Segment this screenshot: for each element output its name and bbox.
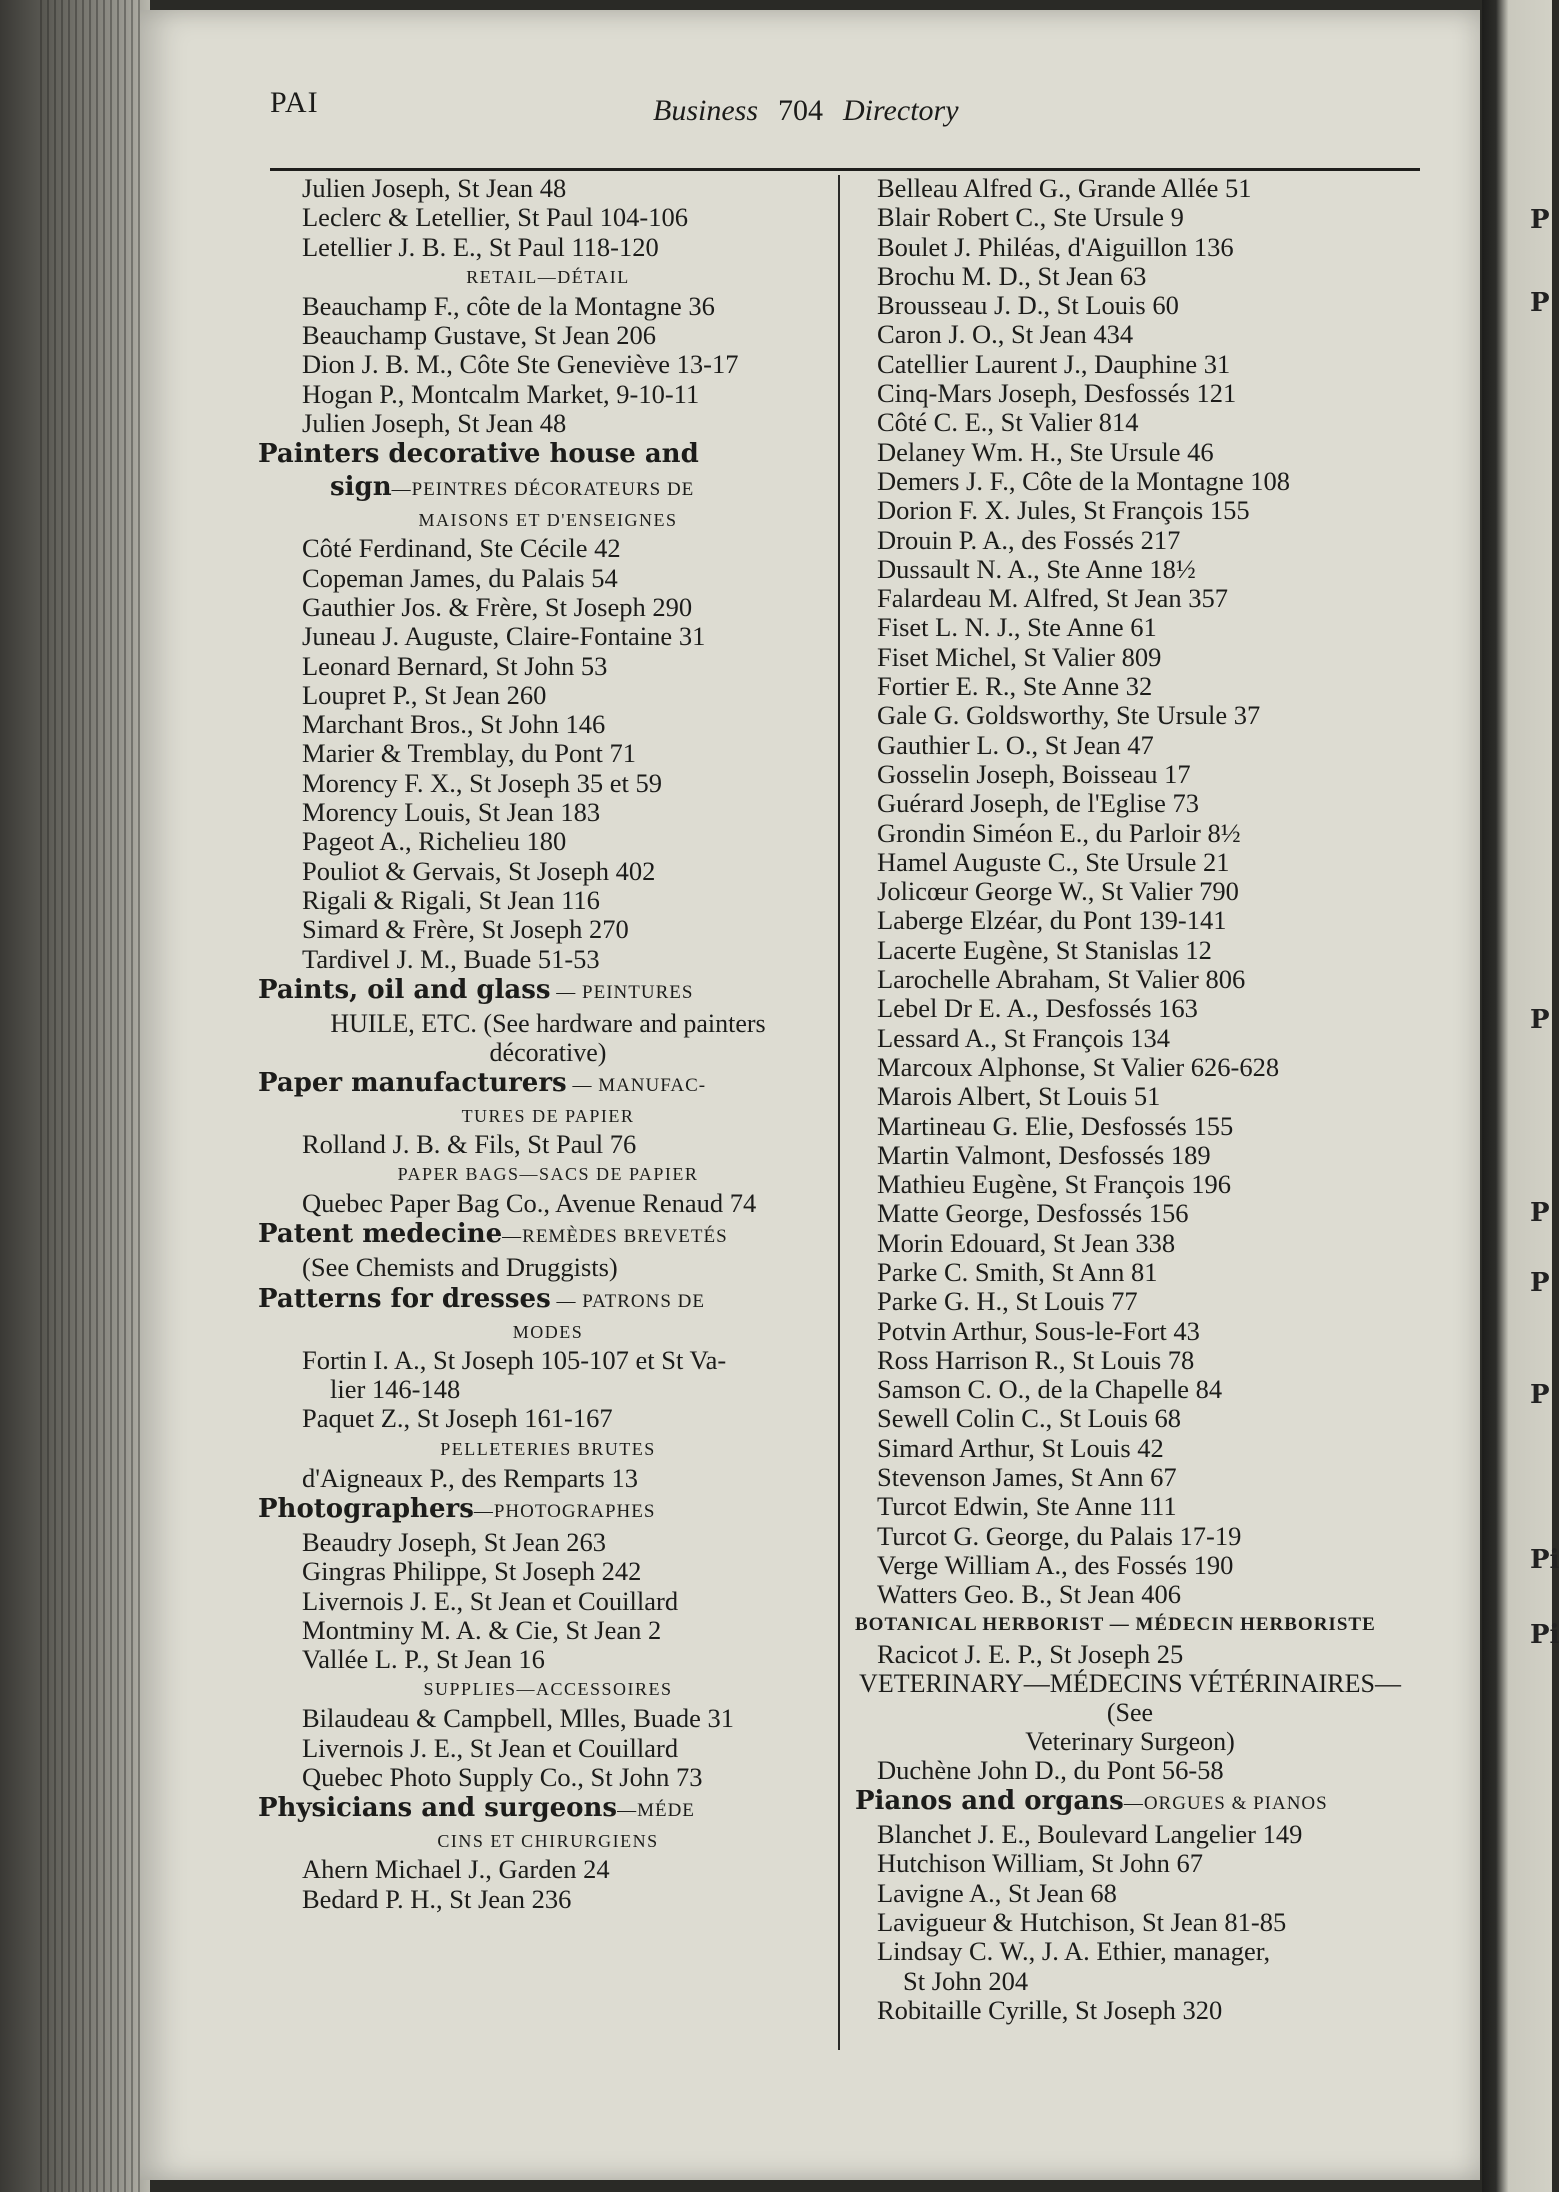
section-code: PAI xyxy=(270,86,319,119)
subsection-heading: SUPPLIES—ACCESSOIRES xyxy=(423,1679,673,1700)
directory-entry: Fortier E. R., Ste Anne 32 xyxy=(877,671,1153,702)
directory-entry: Potvin Arthur, Sous-le-Fort 43 xyxy=(877,1315,1200,1346)
category-heading-en: Painters decorative house and xyxy=(258,439,699,470)
directory-entry: Hogan P., Montcalm Market, 9-10-11 xyxy=(302,378,700,409)
directory-entry: Fiset L. N. J., Ste Anne 61 xyxy=(877,612,1157,643)
directory-entry: Marier & Tremblay, du Pont 71 xyxy=(302,738,636,769)
directory-entry: Letellier J. B. E., St Paul 118-120 xyxy=(302,231,659,262)
cross-reference-note: HUILE, ETC. (See hardware and painters xyxy=(330,1008,766,1038)
category-heading xyxy=(855,1785,1405,1820)
category-heading-fr: —ORGUES & PIANOS xyxy=(1123,1793,1328,1815)
facing-page-letter: P xyxy=(1530,1380,1550,1410)
page-edges xyxy=(40,0,140,2192)
category-heading-fr: —PEINTRES DÉCORATEURS DE xyxy=(391,479,695,501)
header-rule xyxy=(270,168,1420,171)
directory-entry: Cinq-Mars Joseph, Desfossés 121 xyxy=(877,378,1237,409)
directory-entry: Blair Robert C., Ste Ursule 9 xyxy=(877,202,1184,233)
category-heading-fr: — MANUFAC- xyxy=(566,1074,707,1096)
facing-page-letter: Pi xyxy=(1530,1620,1559,1650)
subsection-heading: BOTANICAL HERBORIST — MÉDECIN HERBORISTE xyxy=(855,1613,1376,1635)
page-header xyxy=(270,86,1420,136)
directory-entry: Caron J. O., St Jean 434 xyxy=(877,319,1134,350)
directory-entry: Rigali & Rigali, St Jean 116 xyxy=(302,884,600,915)
directory-entry: Parke G. H., St Louis 77 xyxy=(877,1286,1138,1317)
directory-entry: Dorion F. X. Jules, St François 155 xyxy=(877,495,1250,526)
directory-entry: Ahern Michael J., Garden 24 xyxy=(302,1854,610,1885)
category-heading-en: Photographers xyxy=(258,1493,474,1524)
directory-entry: Grondin Siméon E., du Parloir 8½ xyxy=(877,817,1241,848)
directory-entry: Martineau G. Elie, Desfossés 155 xyxy=(877,1110,1234,1141)
directory-entry: Turcot Edwin, Ste Anne 111 xyxy=(877,1491,1177,1522)
directory-entry: Simard & Frère, St Joseph 270 xyxy=(302,914,629,945)
category-heading xyxy=(258,974,838,1009)
running-title xyxy=(653,94,959,128)
directory-entry: Morency F. X., St Joseph 35 et 59 xyxy=(302,767,663,798)
facing-page-letter: Pi xyxy=(1530,1545,1559,1575)
directory-entry: Racicot J. E. P., St Joseph 25 xyxy=(877,1638,1184,1669)
directory-entry: Quebec Photo Supply Co., St John 73 xyxy=(302,1761,703,1792)
directory-entry: Robitaille Cyrille, St Joseph 320 xyxy=(877,1994,1223,2025)
directory-entry: Côté C. E., St Valier 814 xyxy=(877,407,1139,438)
right-column xyxy=(855,174,1405,2025)
entry-continuation: lier 146-148 xyxy=(330,1374,461,1405)
directory-entry: Marcoux Alphonse, St Valier 626-628 xyxy=(877,1051,1280,1082)
directory-entry: Delaney Wm. H., Ste Ursule 46 xyxy=(877,436,1214,467)
category-heading-fr: —REMÈDES BREVETÉS xyxy=(502,1226,728,1248)
category-heading xyxy=(258,438,838,471)
directory-entry: Beauchamp Gustave, St Jean 206 xyxy=(302,320,656,351)
directory-entry: Sewell Colin C., St Louis 68 xyxy=(877,1403,1182,1434)
directory-entry: Demers J. F., Côte de la Montagne 108 xyxy=(877,465,1290,496)
directory-entry: Verge William A., des Fossés 190 xyxy=(877,1549,1234,1580)
category-heading-fr: —MÉDE xyxy=(617,1800,695,1822)
entry-continuation: St John 204 xyxy=(903,1965,1029,1996)
directory-entry: Montminy M. A. & Cie, St Jean 2 xyxy=(302,1614,662,1645)
directory-entry: Gauthier L. O., St Jean 47 xyxy=(877,729,1154,760)
left-column xyxy=(258,174,838,1914)
directory-entry: Matte George, Desfossés 156 xyxy=(877,1198,1189,1229)
directory-entry: Morency Louis, St Jean 183 xyxy=(302,797,601,828)
directory-entry: Belleau Alfred G., Grande Allée 51 xyxy=(877,173,1252,203)
directory-entry: Fortin I. A., St Joseph 105-107 et St Va- xyxy=(302,1344,727,1375)
directory-entry: Guérard Joseph, de l'Eglise 73 xyxy=(877,788,1199,819)
category-heading-en: Paints, oil and glass xyxy=(258,974,551,1005)
category-heading-en: Patterns for dresses xyxy=(258,1283,551,1314)
directory-entry: Morin Edouard, St Jean 338 xyxy=(877,1227,1176,1258)
directory-entry: Samson C. O., de la Chapelle 84 xyxy=(877,1374,1223,1405)
directory-entry: Parke C. Smith, St Ann 81 xyxy=(877,1256,1158,1287)
category-heading-en: Patent medecine xyxy=(258,1219,503,1250)
cross-reference-note: VETERINARY—MÉDECINS VÉTÉRINAIRES—(See xyxy=(859,1668,1401,1727)
facing-page-letter: P xyxy=(1530,1268,1550,1298)
directory-entry: Martin Valmont, Desfossés 189 xyxy=(877,1139,1211,1170)
directory-entry: Vallée L. P., St Jean 16 xyxy=(302,1644,545,1675)
directory-entry: Gosselin Joseph, Boisseau 17 xyxy=(877,758,1191,789)
category-heading-en: Physicians and surgeons xyxy=(258,1793,618,1824)
book-spine xyxy=(0,0,150,2192)
cross-reference-note: décorative) xyxy=(489,1037,607,1067)
category-heading-continuation: MODES xyxy=(512,1321,584,1342)
directory-entry: Dion J. B. M., Côte Ste Geneviève 13-17 xyxy=(302,349,739,380)
directory-entry: Stevenson James, St Ann 67 xyxy=(877,1462,1177,1493)
category-heading-fr: — PATRONS DE xyxy=(550,1290,706,1312)
category-heading-continuation: CINS ET CHIRURGIENS xyxy=(437,1831,659,1852)
subsection-heading: PELLETERIES BRUTES xyxy=(440,1438,656,1459)
facing-page-letter: P xyxy=(1530,1005,1550,1035)
facing-page-letter: P xyxy=(1530,288,1550,318)
directory-entry: Leclerc & Letellier, St Paul 104-106 xyxy=(302,202,689,233)
directory-entry: Hutchison William, St John 67 xyxy=(877,1848,1204,1879)
category-heading xyxy=(258,1493,838,1528)
directory-entry: Marchant Bros., St John 146 xyxy=(302,709,606,740)
directory-entry: Bilaudeau & Campbell, Mlles, Buade 31 xyxy=(302,1703,735,1734)
directory-entry: Brochu M. D., St Jean 63 xyxy=(877,260,1147,291)
category-heading xyxy=(258,1218,838,1253)
directory-entry: Julien Joseph, St Jean 48 xyxy=(302,173,567,203)
directory-entry: Larochelle Abraham, St Valier 806 xyxy=(877,964,1246,995)
directory-entry: Catellier Laurent J., Dauphine 31 xyxy=(877,348,1231,379)
directory-entry: Côté Ferdinand, Ste Cécile 42 xyxy=(302,533,621,564)
directory-entry: Bedard P. H., St Jean 236 xyxy=(302,1883,572,1914)
directory-entry: Rolland J. B. & Fils, St Paul 76 xyxy=(302,1128,637,1159)
column-divider xyxy=(838,175,840,2050)
directory-entry: Gauthier Jos. & Frère, St Joseph 290 xyxy=(302,591,693,622)
directory-entry: (See Chemists and Druggists) xyxy=(302,1252,618,1283)
subsection-heading: PAPER BAGS—SACS DE PAPIER xyxy=(397,1164,699,1185)
facing-page-letter: P xyxy=(1530,205,1550,235)
directory-entry: Livernois J. E., St Jean et Couillard xyxy=(302,1732,679,1763)
running-title-right: Directory xyxy=(843,94,959,127)
directory-entry: Lavigueur & Hutchison, St Jean 81-85 xyxy=(877,1907,1287,1938)
directory-entry: Beaudry Joseph, St Jean 263 xyxy=(302,1526,606,1557)
directory-entry: Lavigne A., St Jean 68 xyxy=(877,1877,1117,1908)
directory-entry: Lebel Dr E. A., Desfossés 163 xyxy=(877,993,1198,1024)
running-title-left: Business xyxy=(653,94,758,127)
directory-entry: Gingras Philippe, St Joseph 242 xyxy=(302,1556,642,1587)
category-heading xyxy=(258,1283,838,1318)
directory-entry: Ross Harrison R., St Louis 78 xyxy=(877,1344,1195,1375)
facing-page-edge xyxy=(1482,0,1552,2192)
directory-entry: Jolicœur George W., St Valier 790 xyxy=(877,876,1239,907)
directory-entry: Paquet Z., St Joseph 161-167 xyxy=(302,1403,613,1434)
directory-entry: Falardeau M. Alfred, St Jean 357 xyxy=(877,583,1229,614)
directory-entry: Drouin P. A., des Fossés 217 xyxy=(877,524,1181,555)
directory-entry: Lacerte Eugène, St Stanislas 12 xyxy=(877,934,1212,965)
directory-entry: Simard Arthur, St Louis 42 xyxy=(877,1432,1164,1463)
directory-entry: Brousseau J. D., St Louis 60 xyxy=(877,290,1179,321)
directory-entry: Watters Geo. B., St Jean 406 xyxy=(877,1579,1182,1610)
directory-entry: Fiset Michel, St Valier 809 xyxy=(877,641,1162,672)
directory-entry: Julien Joseph, St Jean 48 xyxy=(302,408,567,439)
directory-entry: Leonard Bernard, St John 53 xyxy=(302,650,608,681)
directory-entry: Turcot G. George, du Palais 17-19 xyxy=(877,1520,1242,1551)
directory-entry: Lessard A., St François 134 xyxy=(877,1022,1170,1053)
directory-entry: Loupret P., St Jean 260 xyxy=(302,679,547,710)
directory-entry: Beauchamp F., côte de la Montagne 36 xyxy=(302,290,715,321)
directory-entry: Duchène John D., du Pont 56-58 xyxy=(877,1754,1224,1785)
directory-entry: Hamel Auguste C., Ste Ursule 21 xyxy=(877,846,1230,877)
category-heading xyxy=(258,1067,838,1102)
directory-entry: Pouliot & Gervais, St Joseph 402 xyxy=(302,855,656,886)
category-heading-fr: — PEINTURES xyxy=(550,981,694,1003)
directory-entry: Boulet J. Philéas, d'Aiguillon 136 xyxy=(877,231,1234,262)
facing-page-letter: P xyxy=(1530,1198,1550,1228)
directory-entry: Gale G. Goldsworthy, Ste Ursule 37 xyxy=(877,700,1261,731)
directory-entry: Marois Albert, St Louis 51 xyxy=(877,1081,1161,1112)
directory-entry: Pageot A., Richelieu 180 xyxy=(302,826,567,857)
cross-reference-note: Veterinary Surgeon) xyxy=(1025,1726,1235,1756)
subsection-heading: RETAIL—DÉTAIL xyxy=(466,266,630,287)
category-heading-en: sign xyxy=(330,472,392,503)
directory-entry: Tardivel J. M., Buade 51-53 xyxy=(302,943,600,974)
directory-entry: Livernois J. E., St Jean et Couillard xyxy=(302,1585,679,1616)
category-heading-en: Pianos and organs xyxy=(855,1786,1124,1817)
directory-entry: Dussault N. A., Ste Anne 18½ xyxy=(877,553,1196,584)
directory-entry: d'Aigneaux P., des Remparts 13 xyxy=(302,1462,638,1493)
directory-entry: Lindsay C. W., J. A. Ethier, manager, xyxy=(877,1936,1271,1967)
directory-entry: Juneau J. Auguste, Claire-Fontaine 31 xyxy=(302,621,706,652)
category-heading-continuation: TURES DE PAPIER xyxy=(461,1105,635,1126)
directory-entry: Laberge Elzéar, du Pont 139-141 xyxy=(877,905,1227,936)
category-heading xyxy=(258,1792,838,1827)
category-heading-fr: —PHOTOGRAPHES xyxy=(473,1500,656,1522)
directory-entry: Quebec Paper Bag Co., Avenue Renaud 74 xyxy=(302,1188,757,1219)
directory-entry: Mathieu Eugène, St François 196 xyxy=(877,1169,1232,1200)
page-number: 704 xyxy=(778,94,823,127)
category-heading-en: Paper manufacturers xyxy=(258,1067,567,1098)
category-heading-continuation: MAISONS ET D'ENSEIGNES xyxy=(418,510,678,531)
category-heading xyxy=(258,471,838,506)
directory-entry: Copeman James, du Palais 54 xyxy=(302,562,618,593)
directory-entry: Blanchet J. E., Boulevard Langelier 149 xyxy=(877,1819,1303,1850)
